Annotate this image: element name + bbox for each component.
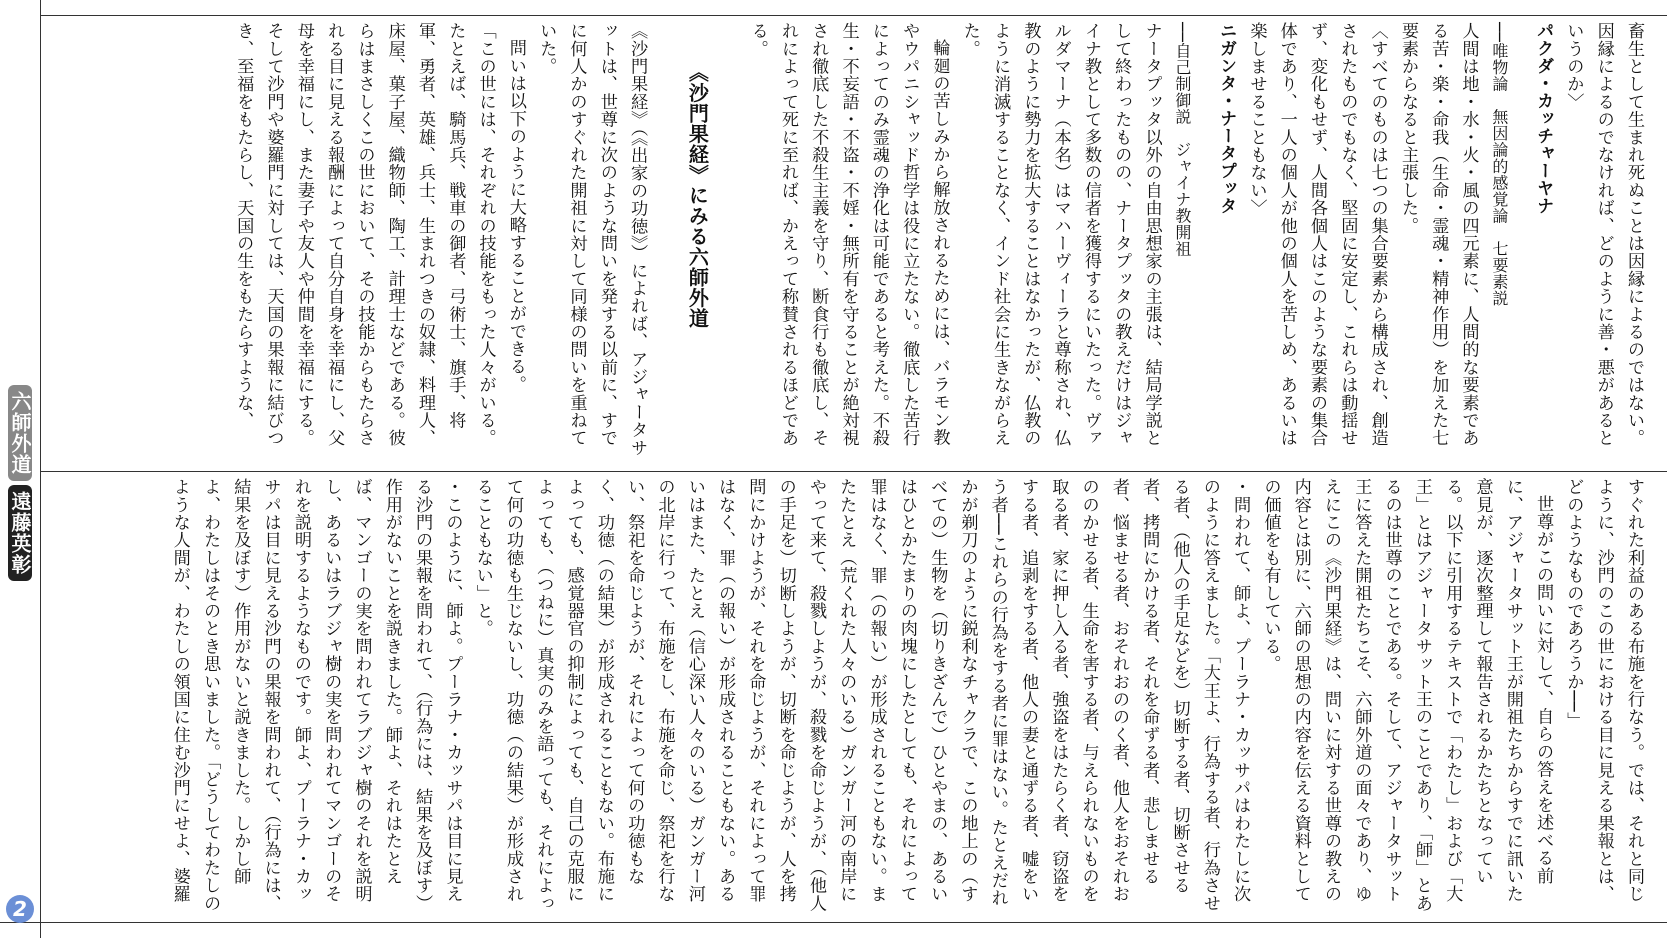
sidebar bbox=[0, 15, 40, 922]
paragraph: 世尊がこの問いに対して、自らの答えを述べる前に、アジャータサット王が開祖たちからすでに訊いた意見が、逐次整理して報告されるかたちとなっている。以下に引用するテキストで「わたし」および「大王」とはアジャータサット王のことであり、「師」とあるのは世尊のことである。そして、アジャータサット王に答えた開祖たちこそ、六師外道の面々であり、ゆえにこの《沙門果経》は、問いに対する世尊の教えの内容とは別に、六師の思想の内容を伝える資料としての価値をも有している。 bbox=[1260, 478, 1554, 912]
paragraph: 〈すべてのものは七つの集合要素から構成され、創造されたものでもなく、堅固に安定し、これらは動揺せず、変化もせず、人間各個人はこのような要素の集合体であり、一人の個人が他の個人を苦しめ、あるいは楽しませることもない〉 bbox=[1246, 22, 1388, 447]
top-rule bbox=[0, 15, 1667, 16]
paragraph: 「この世には、それぞれの技能をもった人々がいる。たとえば、騎馬兵、戦車の御者、弓術士、旗手、将軍、勇者、英雄、兵士、生まれつきの奴隷、料理人、床屋、菓子屋、織物師、陶工、計理士などである。彼らはまさしくこの世において、その技能からもたらされる目に見える報酬によって自分自身を幸福にし、父母を幸福にし、また妻子や友人や仲間を幸福にする。そして沙門や婆羅門に対しては、天国の果報に結びつき、至福をもたらし、天国の生をもたらすような、 bbox=[233, 22, 496, 447]
bottom-rule bbox=[0, 922, 1667, 923]
paragraph: 《沙門果経》（《出家の功徳》）によれば、アジャータサットは、世尊に次のような問いを発する以前に、すでに何人かのすぐれた開祖に対して同様の問いを重ねていた。 bbox=[536, 22, 648, 457]
paragraph: ナータプッタ以外の自由思想家の主張は、結局学説として終わったものの、ナータプッタの教えだけはジャイナ教として多数の信者を獲得するにいたった。ヴァルダマーナ（本名）はマハーヴィーラと尊称され、仏教のように勢力を拡大することはなかったが、仏教のように消滅することなく、インド社会に生きながらえた。 bbox=[959, 22, 1162, 447]
paragraph: すぐれた利益のある布施を行なう。では、それと同じように、沙門のこの世における目に見える果報とは、どのようなものであろうか──」 bbox=[1563, 478, 1644, 903]
section-heading: パクダ・カッチャーヤナ bbox=[1533, 22, 1554, 215]
paragraph: 畜生として生まれ死ぬことは因縁によるのではない。因縁によるのでなければ、どのように善・悪があるというのか〉 bbox=[1563, 22, 1644, 447]
section-subheading: ──唯物論 無因論的感覚論 七要素説 bbox=[1489, 22, 1509, 307]
series-title: 六師外道 bbox=[8, 385, 32, 481]
lower-text-block bbox=[49, 478, 1649, 916]
paragraph: 人間は地・水・火・風の四元素に、人間的な要素である苦・楽・命我（生命・霊魂・精神作用）を加えた七要素からなると主張した。 bbox=[1397, 22, 1479, 447]
middle-rule bbox=[40, 471, 1667, 472]
sidebar-rule bbox=[40, 0, 41, 938]
section-heading: ニガンタ・ナータプッタ bbox=[1216, 22, 1237, 215]
paragraph: ・問われて、師よ、プーラナ・カッサパはわたしに次のように答えました。「大王よ、行為する者、行為させる者、（他人の手足などを）切断する者、切断させる者、拷問にかける者、それを命ずる者、悲しませる者、悩ませる者、おそれおののく者、他人をおそれおののかせる者、生命を害する者、与えられないものを取る者、家に押し入る者、強盗をはたらく者、窃盗をする者、追剥をする者、他人の妻と通ずる者、嘘をいう者──これらの行為をする者に罪はない。たとえだれかが剃刀のように鋭利なチャクラで、この地上の（すべての）生物を（切りきざんで）ひとやまの、あるいはひとかたまりの肉塊にしたとしても、それによって罪はなく、罪（の報い）が形成されることもない。またたとえ（荒くれた人々のいる）ガンガー河の南岸にやって来て、殺戮しようが、殺戮を命じようが、（他人の手足を）切断しようが、切断を命じようが、人を拷問にかけようが、それを命じようが、それによって罪はなく、罪（の報い）が形成されることもない。あるいはまた、たとえ（信心深い人々のいる）ガンガー河の北岸に行って、布施をし、布施を命じ、祭祀を行ない、祭祀を命じようが、それによって何の功徳もなく、功徳（の結果）が形成されることもない。布施によっても、感覚器官の抑制によっても、自己の克服によっても、（つねに）真実のみを語っても、それによって何の功徳も生じないし、功徳（の結果）が形成されることもない」と。 bbox=[472, 478, 1251, 912]
paragraph: 問いは以下のように大略することができる。 bbox=[505, 39, 526, 394]
page-number: 2 bbox=[6, 895, 34, 923]
upper-text-block bbox=[49, 22, 1649, 462]
paragraph: 輪廻の苦しみから解放されるためには、バラモン教やウパニシャッド哲学は役に立たない。徹底した苦行によってのみ霊魂の浄化は可能であると考えた。不殺生・不妄語・不盗・不婬・無所有を守ることが絶対視され徹底した不殺生主義を守り、断食行も徹底し、それによって死に至れば、かえって称賛されるほどである。 bbox=[747, 22, 950, 447]
section-heading: 《沙門果経》にみる六師外道 bbox=[685, 62, 710, 329]
author-name: 遠藤英彰 bbox=[8, 485, 32, 581]
section-subheading: ──自己制御説 ジャイナ教開祖 bbox=[1172, 22, 1192, 257]
paragraph: ・このように、師よ。プーラナ・カッサパは目に見える沙門の果報を問われて、（行為には、結果を及ぼす）作用がないことを説きました。師よ、それはたとえば、マンゴーの実を問われてラブジャ樹のそれを説明し、あるいはラブジャ樹の実を問われてマンゴーのそれを説明するようなものです。師よ、プーラナ・カッサパは目に見える沙門の果報を問われて、（行為には、結果を及ぼす）作用がないと説きました。しかし師よ、わたしはそのとき思いました。「どうしてわたしのような人間が、わたしの領国に住む沙門にせよ、婆羅 bbox=[169, 478, 463, 912]
